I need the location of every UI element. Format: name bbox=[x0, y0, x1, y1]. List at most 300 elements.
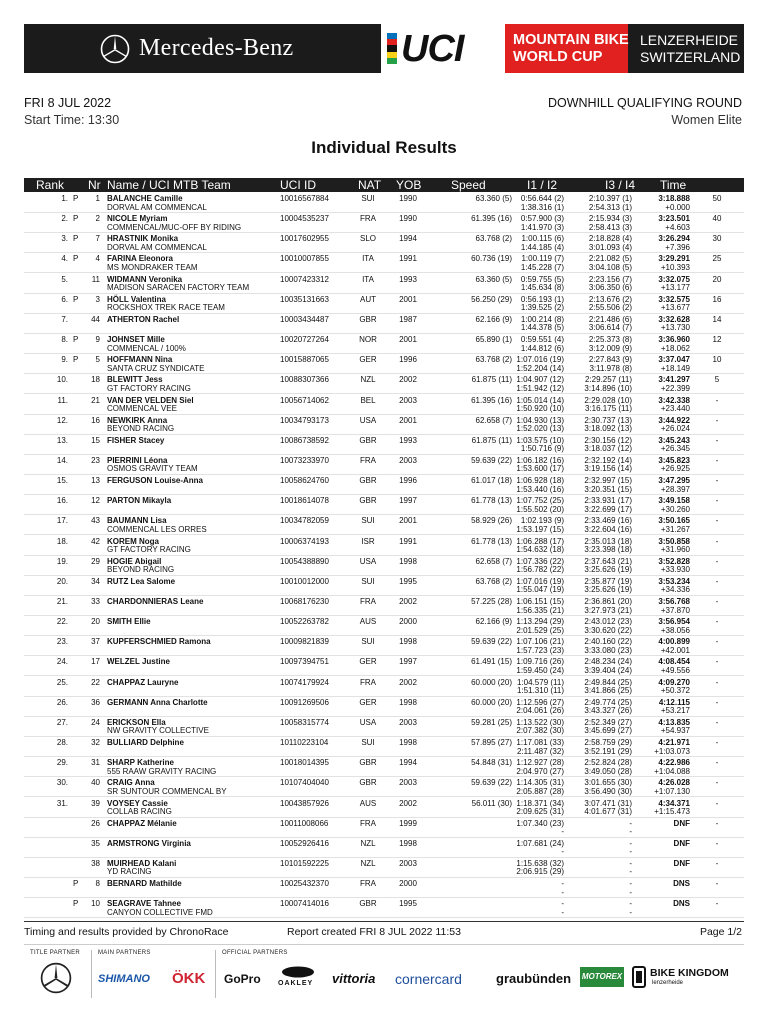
row-speed: 61.395 (16) bbox=[471, 395, 512, 405]
row-name: SEAGRAVE Tahnee bbox=[107, 899, 181, 909]
row-gap: +49.556 bbox=[660, 665, 690, 675]
row-uci-id: 10091269506 bbox=[280, 697, 329, 707]
row-gap: +4.603 bbox=[665, 222, 690, 232]
row-i2: 2:07.382 (30) bbox=[516, 726, 564, 736]
row-i2: 1:50.920 (10) bbox=[516, 404, 564, 413]
row-uci-id: 10011008066 bbox=[280, 818, 329, 828]
table-row bbox=[24, 475, 744, 495]
row-rank: 13. bbox=[56, 435, 68, 445]
row-time: 3:42.338 bbox=[658, 395, 690, 405]
row-bib-number: 18 bbox=[91, 375, 100, 385]
row-time: 3:32.075 bbox=[658, 274, 690, 284]
row-i1: 1:18.371 (34) bbox=[516, 798, 564, 808]
row-i2: 1:51.942 (12) bbox=[516, 383, 564, 393]
row-team: GT FACTORY RACING bbox=[107, 383, 191, 393]
row-gap: +13.177 bbox=[660, 283, 690, 293]
row-points: 30 bbox=[712, 234, 722, 244]
row-rank: 18. bbox=[56, 536, 68, 546]
row-i1: 0:59.551 (4) bbox=[520, 335, 564, 345]
row-points: 5 bbox=[714, 375, 720, 385]
row-name: HOFFMANN Nina bbox=[107, 355, 173, 365]
row-rank: 23. bbox=[56, 637, 68, 647]
row-i2: 1:45.228 (7) bbox=[520, 262, 564, 272]
row-rank: 2. bbox=[61, 214, 68, 224]
row-name: CRAIG Anna bbox=[107, 778, 155, 788]
table-row bbox=[24, 314, 744, 334]
row-uci-id: 10017602955 bbox=[280, 234, 329, 244]
row-team: SANTA CRUZ SYNDICATE bbox=[107, 363, 205, 373]
row-rank: 28. bbox=[56, 738, 68, 748]
row-time: 3:45.823 bbox=[658, 455, 690, 465]
row-rank: 19. bbox=[56, 556, 68, 566]
row-yob: 1998 bbox=[399, 838, 417, 848]
row-i1: 1:03.575 (10) bbox=[516, 435, 564, 445]
row-i4: 2:58.413 (3) bbox=[588, 222, 632, 232]
row-i1: 1:06.928 (18) bbox=[516, 476, 564, 486]
row-i3: - bbox=[629, 838, 632, 848]
venue-line-2: SWITZERLAND bbox=[640, 49, 741, 65]
row-gap: +34.336 bbox=[660, 585, 690, 595]
row-points: - bbox=[715, 717, 719, 727]
row-points: - bbox=[715, 576, 719, 586]
row-bib-number: 21 bbox=[91, 395, 100, 405]
row-rank: 9. bbox=[61, 355, 68, 365]
series-name bbox=[505, 24, 628, 73]
row-gap: +42.001 bbox=[660, 645, 690, 655]
oakley-ellipse-icon bbox=[280, 966, 316, 978]
row-i4: - bbox=[629, 867, 632, 877]
table-row bbox=[24, 354, 744, 374]
row-i2: 1:38.316 (1) bbox=[520, 202, 564, 212]
row-bib-number: 16 bbox=[91, 415, 100, 425]
row-speed: 56.011 (30) bbox=[471, 798, 512, 808]
row-points: - bbox=[715, 697, 719, 707]
table-row bbox=[24, 757, 744, 777]
row-i3: 2:40.160 (22) bbox=[584, 637, 632, 647]
row-uci-id: 10007414016 bbox=[280, 899, 329, 909]
row-i1: 1:00.214 (8) bbox=[520, 314, 564, 324]
row-nat: ISR bbox=[361, 536, 375, 546]
row-points: - bbox=[715, 758, 719, 768]
row-name: PIERRINI Léona bbox=[107, 455, 168, 465]
row-team: ROCKSHOX TREK RACE TEAM bbox=[107, 303, 225, 313]
row-rank: 26. bbox=[56, 697, 68, 707]
row-points: - bbox=[715, 536, 719, 546]
row-nat: FRA bbox=[360, 879, 376, 889]
row-points: - bbox=[715, 637, 719, 647]
row-time: 3:45.243 bbox=[658, 435, 690, 445]
row-name: KUPFERSCHMIED Ramona bbox=[107, 637, 211, 647]
row-i4: 3:14.896 (10) bbox=[584, 383, 632, 393]
row-time: 3:32.575 bbox=[658, 294, 690, 304]
row-yob: 2002 bbox=[399, 677, 417, 687]
row-i2: 1:45.634 (8) bbox=[520, 283, 564, 293]
uci-logo bbox=[381, 24, 505, 73]
row-nat: GBR bbox=[359, 899, 377, 909]
row-nat: BEL bbox=[360, 395, 376, 405]
row-uci-id: 10018614078 bbox=[280, 496, 329, 506]
row-name: NICOLE Myriam bbox=[107, 214, 168, 224]
row-points: 40 bbox=[712, 214, 722, 224]
row-yob: 1998 bbox=[399, 637, 417, 647]
row-bib-number: 11 bbox=[91, 274, 100, 284]
table-row bbox=[24, 878, 744, 898]
row-team: MS MONDRAKER TEAM bbox=[107, 262, 198, 272]
row-i3: 2:33.469 (16) bbox=[584, 516, 632, 526]
mercedes-star-icon bbox=[40, 962, 72, 994]
table-row bbox=[24, 818, 744, 838]
row-yob: 2003 bbox=[399, 858, 417, 868]
row-time: 4:13.835 bbox=[658, 717, 690, 727]
row-gap: +28.397 bbox=[660, 484, 690, 494]
table-row bbox=[24, 515, 744, 535]
row-speed: 62.166 (9) bbox=[475, 314, 512, 324]
row-nat: GBR bbox=[359, 758, 377, 768]
table-row bbox=[24, 737, 744, 757]
row-i1: 1:13.294 (29) bbox=[516, 617, 564, 627]
row-i1: 1:07.106 (21) bbox=[516, 637, 564, 647]
row-speed: 61.395 (16) bbox=[471, 214, 512, 224]
row-nat: USA bbox=[359, 556, 377, 566]
row-gap: +1:15.473 bbox=[654, 807, 690, 816]
row-uci-id: 10101592225 bbox=[280, 858, 329, 868]
row-points: 14 bbox=[712, 314, 722, 324]
row-i3: 2:37.643 (21) bbox=[584, 556, 632, 566]
row-points: - bbox=[715, 597, 719, 606]
row-time: 3:18.888 bbox=[658, 194, 690, 203]
row-yob: 2002 bbox=[399, 798, 417, 808]
table-row bbox=[24, 596, 744, 616]
row-gap: +1:04.088 bbox=[654, 766, 690, 776]
row-gap: +26.024 bbox=[660, 424, 690, 434]
bike-kingdom-crest-icon bbox=[632, 966, 646, 988]
row-points: - bbox=[715, 617, 719, 627]
row-yob: 1990 bbox=[399, 214, 417, 224]
table-row bbox=[24, 576, 744, 596]
row-bib-number: 3 bbox=[95, 294, 100, 304]
table-row bbox=[24, 798, 744, 818]
row-points: - bbox=[715, 738, 719, 748]
row-i2: 2:09.625 (31) bbox=[516, 807, 564, 816]
row-i1: 1:07.016 (19) bbox=[516, 576, 564, 586]
row-i2: 1:53.197 (15) bbox=[516, 524, 564, 534]
table-row bbox=[24, 858, 744, 878]
row-rank: 3. bbox=[61, 234, 68, 244]
table-row bbox=[24, 374, 744, 394]
row-name: CHARDONNIERAS Leane bbox=[107, 597, 204, 606]
row-gap: +18.062 bbox=[660, 343, 690, 353]
row-bib-number: 39 bbox=[91, 798, 100, 808]
row-team: COMMENCAL VEE bbox=[107, 404, 177, 413]
row-i4: 3:43.327 (26) bbox=[584, 706, 632, 716]
row-rank: 27. bbox=[56, 717, 68, 727]
row-rank: 25. bbox=[56, 677, 68, 687]
partner-divider bbox=[215, 950, 216, 998]
row-i4: 3:56.490 (30) bbox=[584, 786, 632, 796]
row-time: 4:08.454 bbox=[658, 657, 690, 667]
row-i1: 1:17.081 (33) bbox=[516, 738, 564, 748]
row-i4: 3:06.614 (7) bbox=[588, 323, 632, 333]
row-i3: 2:29.257 (11) bbox=[585, 375, 632, 385]
row-yob: 2003 bbox=[399, 778, 417, 788]
row-points: - bbox=[715, 879, 719, 889]
row-time: DNS bbox=[673, 899, 690, 909]
row-uci-id: 10052263782 bbox=[280, 617, 329, 627]
row-nat: USA bbox=[359, 415, 377, 425]
row-bib-number: 4 bbox=[95, 254, 100, 264]
row-gap: +0.000 bbox=[665, 202, 690, 212]
row-points: - bbox=[715, 778, 719, 788]
row-name: WIDMANN Veronika bbox=[107, 274, 183, 284]
row-rank: 1. bbox=[61, 194, 68, 203]
row-bib-number: 23 bbox=[91, 455, 100, 465]
table-row bbox=[24, 898, 744, 918]
row-gap: +13.730 bbox=[660, 323, 690, 333]
row-i4: 3:39.404 (24) bbox=[584, 665, 632, 675]
row-i3: - bbox=[629, 858, 632, 868]
row-gap: +50.372 bbox=[660, 686, 690, 696]
row-i1: 1:04.907 (12) bbox=[516, 375, 564, 385]
row-team: 555 RAAW GRAVITY RACING bbox=[107, 766, 217, 776]
row-time: DNF bbox=[673, 818, 690, 828]
row-i1: 1:05.014 (14) bbox=[516, 395, 564, 405]
row-i1: 1:06.151 (15) bbox=[516, 597, 564, 606]
row-uci-id: 10107404040 bbox=[280, 778, 329, 788]
row-i2: 2:01.529 (25) bbox=[516, 625, 564, 635]
row-yob: 2003 bbox=[399, 717, 417, 727]
row-nat: SLO bbox=[359, 234, 376, 244]
row-speed: 60.000 (20) bbox=[471, 697, 512, 707]
row-uci-id: 10097394751 bbox=[280, 657, 329, 667]
row-bib-number: 12 bbox=[91, 496, 100, 506]
row-nat: NZL bbox=[360, 858, 376, 868]
row-points: - bbox=[715, 899, 719, 909]
row-time: 4:22.986 bbox=[658, 758, 690, 768]
row-i3: 2:13.676 (2) bbox=[588, 294, 632, 304]
row-name: BULLIARD Delphine bbox=[107, 738, 184, 748]
row-uci-id: 10015887065 bbox=[280, 355, 329, 365]
row-uci-id: 10052926416 bbox=[280, 838, 329, 848]
row-bib-number: 24 bbox=[91, 717, 100, 727]
row-points: - bbox=[715, 435, 719, 445]
row-qualified: P bbox=[73, 899, 79, 909]
row-uci-id: 10034782059 bbox=[280, 516, 329, 526]
table-row bbox=[24, 253, 744, 273]
bike-kingdom-logo: BIKE KINGDOM bbox=[650, 967, 729, 979]
row-bib-number: 35 bbox=[91, 838, 100, 848]
col-name: Name / UCI MTB Team bbox=[107, 178, 231, 192]
row-speed: 62.658 (7) bbox=[475, 556, 512, 566]
partner-divider bbox=[91, 950, 92, 998]
row-gap: +33.930 bbox=[660, 565, 690, 575]
row-uci-id: 10007423312 bbox=[280, 274, 329, 284]
row-speed: 63.360 (5) bbox=[475, 274, 512, 284]
row-qualified: P bbox=[73, 254, 79, 264]
row-time: 3:32.628 bbox=[658, 314, 690, 324]
row-i4: - bbox=[629, 907, 632, 917]
row-nat: GER bbox=[359, 355, 377, 365]
row-gap: +26.925 bbox=[660, 464, 690, 474]
row-points: - bbox=[715, 476, 719, 486]
row-nat: FRA bbox=[360, 677, 376, 687]
row-i4: 3:49.050 (28) bbox=[584, 766, 632, 776]
row-i3: 3:01.655 (30) bbox=[584, 778, 632, 788]
row-speed: 63.768 (2) bbox=[475, 234, 512, 244]
row-i4: 3:19.156 (14) bbox=[584, 464, 632, 474]
row-i2: 1:55.502 (20) bbox=[516, 504, 564, 514]
row-bib-number: 8 bbox=[95, 879, 100, 889]
sponsor-name: Mercedes-Benz bbox=[139, 35, 294, 61]
row-nat: AUT bbox=[360, 294, 376, 304]
row-i1: 1:07.336 (22) bbox=[516, 556, 564, 566]
row-speed: 59.639 (22) bbox=[471, 455, 512, 465]
row-team: COMMENCAL/MUC-OFF BY RIDING bbox=[107, 222, 242, 232]
row-bib-number: 10 bbox=[91, 899, 100, 909]
row-yob: 1997 bbox=[399, 496, 417, 506]
row-i1: 0:56.644 (2) bbox=[520, 194, 564, 203]
shimano-logo: SHIMANO bbox=[98, 973, 150, 985]
row-i3: 2:25.373 (8) bbox=[588, 335, 632, 345]
row-name: KOREM Noga bbox=[107, 536, 159, 546]
row-yob: 1999 bbox=[399, 818, 417, 828]
row-rank: 29. bbox=[56, 758, 68, 768]
row-bib-number: 29 bbox=[91, 556, 100, 566]
round-name: DOWNHILL QUALIFYING ROUND bbox=[547, 96, 742, 110]
row-speed: 59.281 (25) bbox=[471, 717, 512, 727]
row-name: GERMANN Anna Charlotte bbox=[107, 697, 208, 707]
row-points: 12 bbox=[712, 335, 722, 345]
row-i3: 2:21.082 (5) bbox=[588, 254, 632, 264]
row-nat: NOR bbox=[359, 335, 377, 345]
table-row bbox=[24, 193, 744, 213]
row-team: MADISON SARACEN FACTORY TEAM bbox=[107, 283, 250, 293]
row-nat: AUS bbox=[359, 617, 377, 627]
mercedes-star-icon bbox=[100, 34, 130, 64]
header-banner bbox=[24, 24, 744, 73]
row-i2: 1:44.378 (5) bbox=[520, 323, 564, 333]
row-i3: 2:32.997 (15) bbox=[584, 476, 632, 486]
row-name: FERGUSON Louise-Anna bbox=[107, 476, 204, 486]
col-nat: NAT bbox=[358, 178, 382, 192]
row-nat: FRA bbox=[360, 214, 376, 224]
row-speed: 61.875 (11) bbox=[471, 435, 512, 445]
row-i2: 1:41.970 (3) bbox=[520, 222, 564, 232]
row-i1: 1:04.579 (11) bbox=[517, 677, 564, 687]
row-bib-number: 37 bbox=[91, 637, 100, 647]
row-nat: USA bbox=[359, 717, 377, 727]
table-row bbox=[24, 616, 744, 636]
row-qualified: P bbox=[73, 234, 79, 244]
row-i4: 3:18.037 (12) bbox=[584, 444, 632, 454]
row-time: DNF bbox=[673, 838, 690, 848]
row-i2: 1:59.450 (24) bbox=[516, 665, 564, 675]
row-nat: GBR bbox=[359, 435, 377, 445]
row-speed: 59.639 (22) bbox=[471, 778, 512, 788]
row-speed: 60.736 (19) bbox=[471, 254, 512, 264]
row-team: CANYON COLLECTIVE FMD bbox=[107, 907, 213, 917]
row-i4: 4:01.677 (31) bbox=[584, 807, 632, 816]
row-i1: - bbox=[561, 899, 564, 909]
footer-divider bbox=[24, 921, 744, 922]
row-time: 3:44.922 bbox=[658, 415, 690, 425]
row-qualified: P bbox=[73, 194, 79, 203]
row-points: 25 bbox=[712, 254, 722, 264]
row-i4: 3:22.699 (17) bbox=[584, 504, 632, 514]
row-bib-number: 26 bbox=[91, 818, 100, 828]
row-name: FARINA Eleonora bbox=[107, 254, 173, 264]
cornercard-logo: cornercard bbox=[395, 971, 462, 987]
row-points: 16 bbox=[712, 294, 722, 304]
row-i2: 1:55.047 (19) bbox=[516, 585, 564, 595]
row-name: BAUMANN Lisa bbox=[107, 516, 167, 526]
row-uci-id: 10058315774 bbox=[280, 717, 329, 727]
table-row bbox=[24, 213, 744, 233]
row-bib-number: 34 bbox=[91, 576, 100, 586]
row-uci-id: 10035131663 bbox=[280, 294, 329, 304]
row-bib-number: 31 bbox=[91, 758, 100, 768]
venue-line-1: LENZERHEIDE bbox=[640, 32, 739, 48]
row-i4: 3:25.626 (19) bbox=[584, 565, 632, 575]
row-uci-id: 10043857926 bbox=[280, 798, 329, 808]
row-qualified: P bbox=[73, 335, 79, 345]
row-rank: 20. bbox=[56, 576, 68, 586]
row-name: FISHER Stacey bbox=[107, 435, 165, 445]
row-nat: SUI bbox=[361, 516, 375, 526]
row-i3: 2:18.828 (4) bbox=[588, 234, 632, 244]
row-i3: 2:21.486 (6) bbox=[588, 314, 632, 324]
row-i2: - bbox=[561, 907, 564, 917]
row-uci-id: 10074179924 bbox=[280, 677, 329, 687]
row-name: HOGIE Abigail bbox=[107, 556, 162, 566]
row-team: GT FACTORY RACING bbox=[107, 545, 191, 555]
row-gap: +26.345 bbox=[660, 444, 690, 454]
row-name: CHAPPAZ Mélanie bbox=[107, 818, 177, 828]
row-bib-number: 20 bbox=[91, 617, 100, 627]
row-time: 3:23.501 bbox=[658, 214, 690, 224]
row-bib-number: 15 bbox=[91, 435, 100, 445]
row-i3: 3:07.471 (31) bbox=[584, 798, 632, 808]
row-yob: 1998 bbox=[399, 738, 417, 748]
row-i3: 2:32.192 (14) bbox=[584, 455, 632, 465]
row-i3: 2:49.844 (25) bbox=[584, 677, 632, 687]
row-name: JOHNSET Mille bbox=[107, 335, 165, 345]
row-gap: +22.399 bbox=[660, 383, 690, 393]
row-yob: 1996 bbox=[399, 476, 417, 486]
row-name: PARTON Mikayla bbox=[107, 496, 172, 506]
row-i4: 3:20.351 (15) bbox=[584, 484, 632, 494]
row-i4: 3:52.191 (29) bbox=[584, 746, 632, 756]
row-gap: +37.870 bbox=[660, 605, 690, 615]
row-i1: 1:12.927 (28) bbox=[516, 758, 564, 768]
row-points: 50 bbox=[712, 194, 722, 203]
start-time: Start Time: 13:30 bbox=[24, 113, 120, 127]
row-yob: 1993 bbox=[399, 274, 417, 284]
row-speed: 63.768 (2) bbox=[475, 576, 512, 586]
row-gap: +30.260 bbox=[660, 504, 690, 514]
row-bib-number: 43 bbox=[91, 516, 100, 526]
row-yob: 2002 bbox=[399, 375, 417, 385]
row-team: DORVAL AM COMMENCAL bbox=[107, 202, 207, 212]
row-uci-id: 10034793173 bbox=[280, 415, 329, 425]
row-i4: 3:12.009 (9) bbox=[588, 343, 632, 353]
row-yob: 1995 bbox=[399, 576, 417, 586]
row-i3: 2:30.737 (13) bbox=[584, 415, 632, 425]
row-yob: 2003 bbox=[399, 395, 417, 405]
row-speed: 57.895 (27) bbox=[471, 738, 512, 748]
vittoria-logo: vittoria bbox=[332, 971, 376, 986]
row-time: 3:53.234 bbox=[658, 576, 690, 586]
row-uci-id: 10006374193 bbox=[280, 536, 329, 546]
